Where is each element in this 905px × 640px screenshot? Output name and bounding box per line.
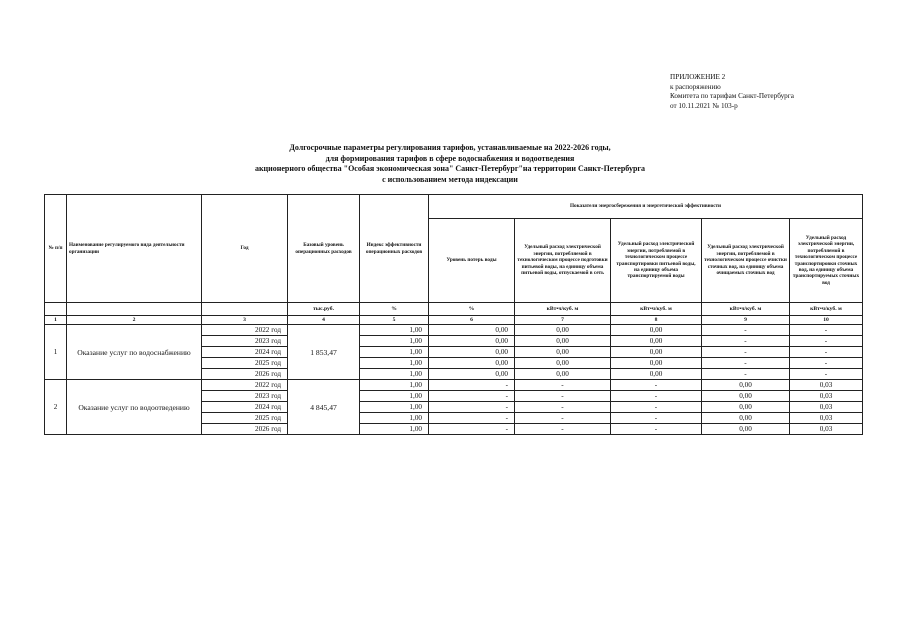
column-number: 10: [790, 316, 863, 325]
value-cell: 1,00: [360, 336, 429, 347]
value-cell: -: [611, 424, 702, 435]
value-cell: 0,00: [611, 369, 702, 380]
header-col9: Удельный расход электрической энергии, потребляемой в технологическом процессе очистки сточных вод, на единицу объема очищаемых сточных вод: [702, 219, 790, 303]
value-cell: -: [429, 380, 515, 391]
unit-cell: [45, 303, 67, 316]
value-cell: 0,00: [515, 369, 611, 380]
value-cell: 0,00: [611, 325, 702, 336]
value-cell: 0,00: [611, 347, 702, 358]
value-cell: 1,00: [360, 391, 429, 402]
year-cell: 2025 год: [202, 413, 288, 424]
value-cell: -: [515, 391, 611, 402]
value-cell: 0,00: [702, 391, 790, 402]
value-cell: -: [515, 424, 611, 435]
value-cell: 0,00: [702, 380, 790, 391]
header-col7: Удельный расход электрической энергии, потребляемой в технологическом процессе подготовки питьевой воды, на единицу объема питьевой воды, отпускаемой в сеть: [515, 219, 611, 303]
value-cell: -: [611, 391, 702, 402]
value-cell: -: [611, 380, 702, 391]
column-numbers-row: [45, 316, 863, 325]
value-cell: 1,00: [360, 402, 429, 413]
year-cell: 2023 год: [202, 336, 288, 347]
value-cell: 0,03: [790, 402, 863, 413]
value-cell: 0,00: [515, 325, 611, 336]
year-cell: 2022 год: [202, 380, 288, 391]
value-cell: -: [702, 369, 790, 380]
value-cell: -: [429, 413, 515, 424]
value-cell: -: [790, 369, 863, 380]
value-cell: 1,00: [360, 358, 429, 369]
value-cell: -: [702, 336, 790, 347]
appendix-note: [670, 73, 794, 111]
base-level-value: 4 845,47: [288, 380, 360, 435]
column-number: 9: [702, 316, 790, 325]
value-cell: -: [790, 358, 863, 369]
value-cell: 0,03: [790, 380, 863, 391]
value-cell: -: [515, 402, 611, 413]
value-cell: -: [429, 402, 515, 413]
column-number: 4: [288, 316, 360, 325]
appendix-line: Комитета по тарифам Санкт-Петербурга: [670, 92, 794, 101]
value-cell: 0,00: [702, 402, 790, 413]
unit-cell: [67, 303, 202, 316]
table-row: [45, 325, 863, 336]
value-cell: 0,00: [429, 347, 515, 358]
value-cell: 0,00: [611, 336, 702, 347]
value-cell: 0,03: [790, 424, 863, 435]
unit-cell: кВт•ч/куб. м: [790, 303, 863, 316]
appendix-line: от 10.11.2021 № 103-р: [670, 101, 738, 110]
value-cell: 0,00: [429, 325, 515, 336]
value-cell: 0,03: [790, 413, 863, 424]
value-cell: 0,00: [702, 413, 790, 424]
value-cell: -: [611, 402, 702, 413]
header-activity: Наименование регулируемого вида деятельности организации: [67, 195, 202, 303]
activity-name: Оказание услуг по водоснабжению: [67, 325, 202, 380]
unit-cell: кВт•ч/куб. м: [515, 303, 611, 316]
value-cell: -: [429, 424, 515, 435]
column-number: 5: [360, 316, 429, 325]
unit-cell: тыс.руб.: [288, 303, 360, 316]
unit-cell: [202, 303, 288, 316]
value-cell: -: [702, 325, 790, 336]
document-title: [180, 143, 720, 185]
header-col10: Удельный расход электрической энергии, потребляемой в технологическом процессе транспортировки сточных вод, на единицу объема транспортируемых сточных вод: [790, 219, 863, 303]
value-cell: 0,00: [515, 336, 611, 347]
year-cell: 2026 год: [202, 424, 288, 435]
value-cell: 0,00: [429, 369, 515, 380]
value-cell: 0,00: [515, 358, 611, 369]
year-cell: 2025 год: [202, 358, 288, 369]
year-cell: 2024 год: [202, 347, 288, 358]
column-number: 7: [515, 316, 611, 325]
value-cell: 0,00: [702, 424, 790, 435]
header-base-level: Базовый уровень операционных расходов: [288, 195, 360, 303]
year-cell: 2026 год: [202, 369, 288, 380]
value-cell: 0,00: [611, 358, 702, 369]
year-cell: 2022 год: [202, 325, 288, 336]
column-number: 2: [67, 316, 202, 325]
column-number: 6: [429, 316, 515, 325]
header-efficiency-index: Индекс эффективности операционных расходов: [360, 195, 429, 303]
value-cell: -: [790, 347, 863, 358]
header-energy-group: Показатели энергосбережения и энергетической эффективности: [429, 195, 863, 219]
unit-cell: кВт•ч/куб. м: [702, 303, 790, 316]
unit-cell: кВт•ч/куб. м: [611, 303, 702, 316]
base-level-value: 1 853,47: [288, 325, 360, 380]
value-cell: -: [429, 391, 515, 402]
units-row: [45, 303, 863, 316]
column-number: 1: [45, 316, 67, 325]
table-header: [45, 195, 863, 325]
header-year: Год: [202, 195, 288, 303]
value-cell: 1,00: [360, 413, 429, 424]
title-line: акционерного общества "Особая экономическая зона" Санкт-Петербург"на территории Санкт-Петербурга: [254, 164, 646, 174]
value-cell: 0,00: [429, 336, 515, 347]
header-col8: Удельный расход электрической энергии, потребляемой в технологическом процессе транспортировки питьевой воды, на единицу объема транспортируемой воды: [611, 219, 702, 303]
value-cell: -: [790, 325, 863, 336]
column-number: 3: [202, 316, 288, 325]
value-cell: 1,00: [360, 325, 429, 336]
title-line: для формирования тарифов в сфере водоснабжения и водоотведения: [325, 153, 575, 163]
value-cell: -: [702, 347, 790, 358]
value-cell: -: [611, 413, 702, 424]
activity-name: Оказание услуг по водоотведению: [67, 380, 202, 435]
value-cell: -: [515, 380, 611, 391]
value-cell: 1,00: [360, 347, 429, 358]
unit-cell: %: [429, 303, 515, 316]
header-col6: Уровень потерь воды: [429, 219, 515, 303]
parameters-table: [44, 194, 863, 435]
year-cell: 2024 год: [202, 402, 288, 413]
year-cell: 2023 год: [202, 391, 288, 402]
unit-cell: %: [360, 303, 429, 316]
value-cell: 0,00: [515, 347, 611, 358]
appendix-line: ПРИЛОЖЕНИЕ 2: [670, 73, 726, 81]
value-cell: 1,00: [360, 369, 429, 380]
title-line: с использованием метода индексации: [382, 174, 518, 184]
appendix-line: к распоряжению: [670, 82, 721, 91]
value-cell: 0,03: [790, 391, 863, 402]
value-cell: 1,00: [360, 424, 429, 435]
row-number: 2: [45, 380, 67, 435]
column-number: 8: [611, 316, 702, 325]
value-cell: 1,00: [360, 380, 429, 391]
header-num: № п/п: [45, 195, 67, 303]
value-cell: -: [702, 358, 790, 369]
row-number: 1: [45, 325, 67, 380]
title-line: Долгосрочные параметры регулирования тарифов, устанавливаемые на 2022-2026 годы,: [289, 143, 611, 152]
table-row: [45, 380, 863, 391]
value-cell: 0,00: [429, 358, 515, 369]
value-cell: -: [515, 413, 611, 424]
table-body: [45, 325, 863, 435]
value-cell: -: [790, 336, 863, 347]
